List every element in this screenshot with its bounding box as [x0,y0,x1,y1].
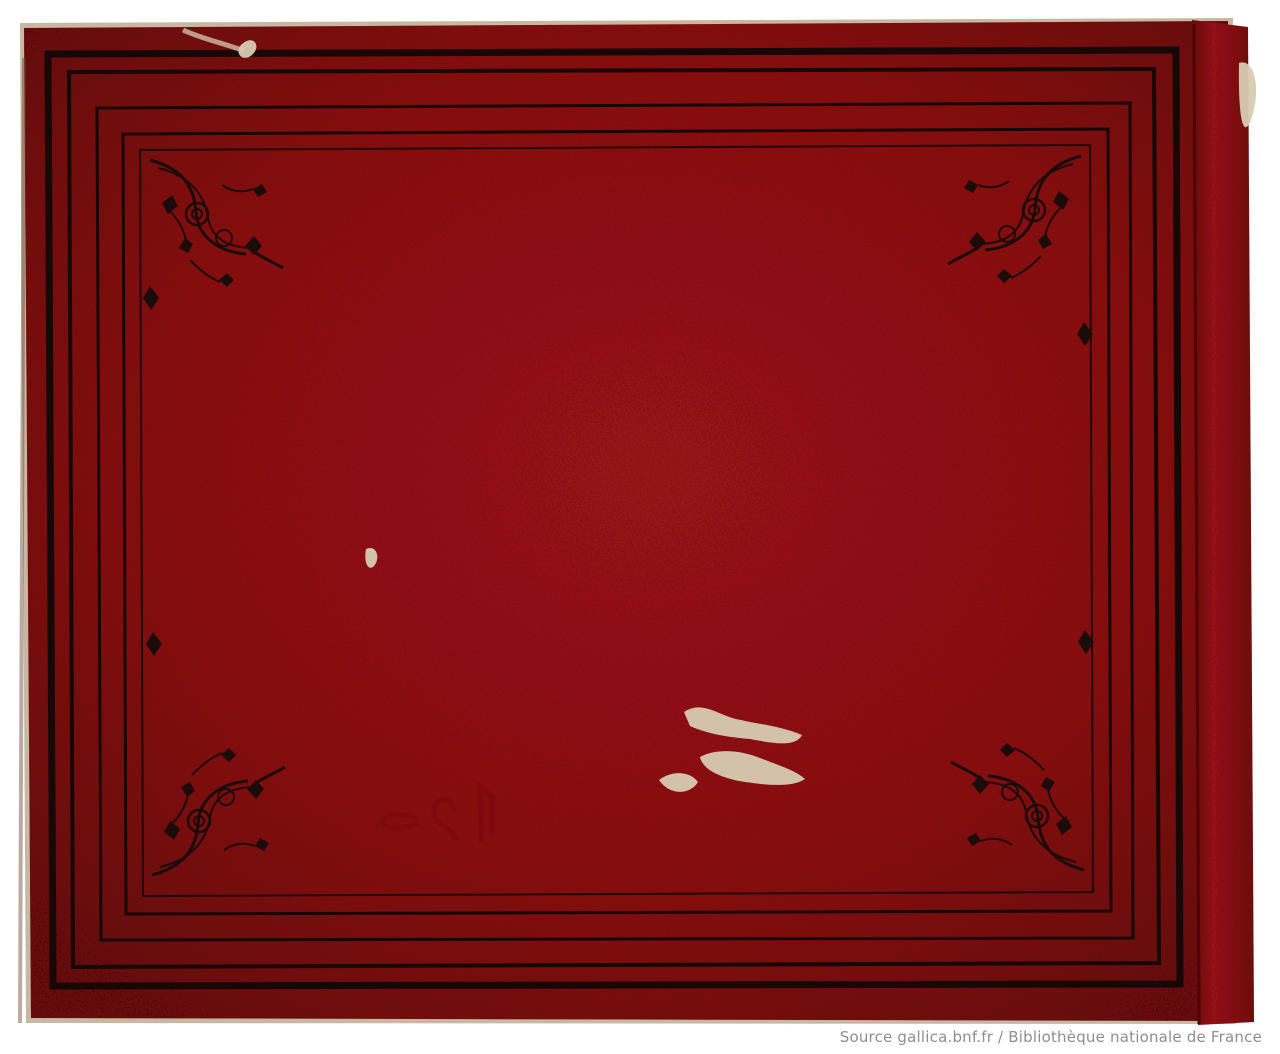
source-credit: Source gallica.bnf.fr / Bibliothèque nationale de France [839,1028,1262,1046]
